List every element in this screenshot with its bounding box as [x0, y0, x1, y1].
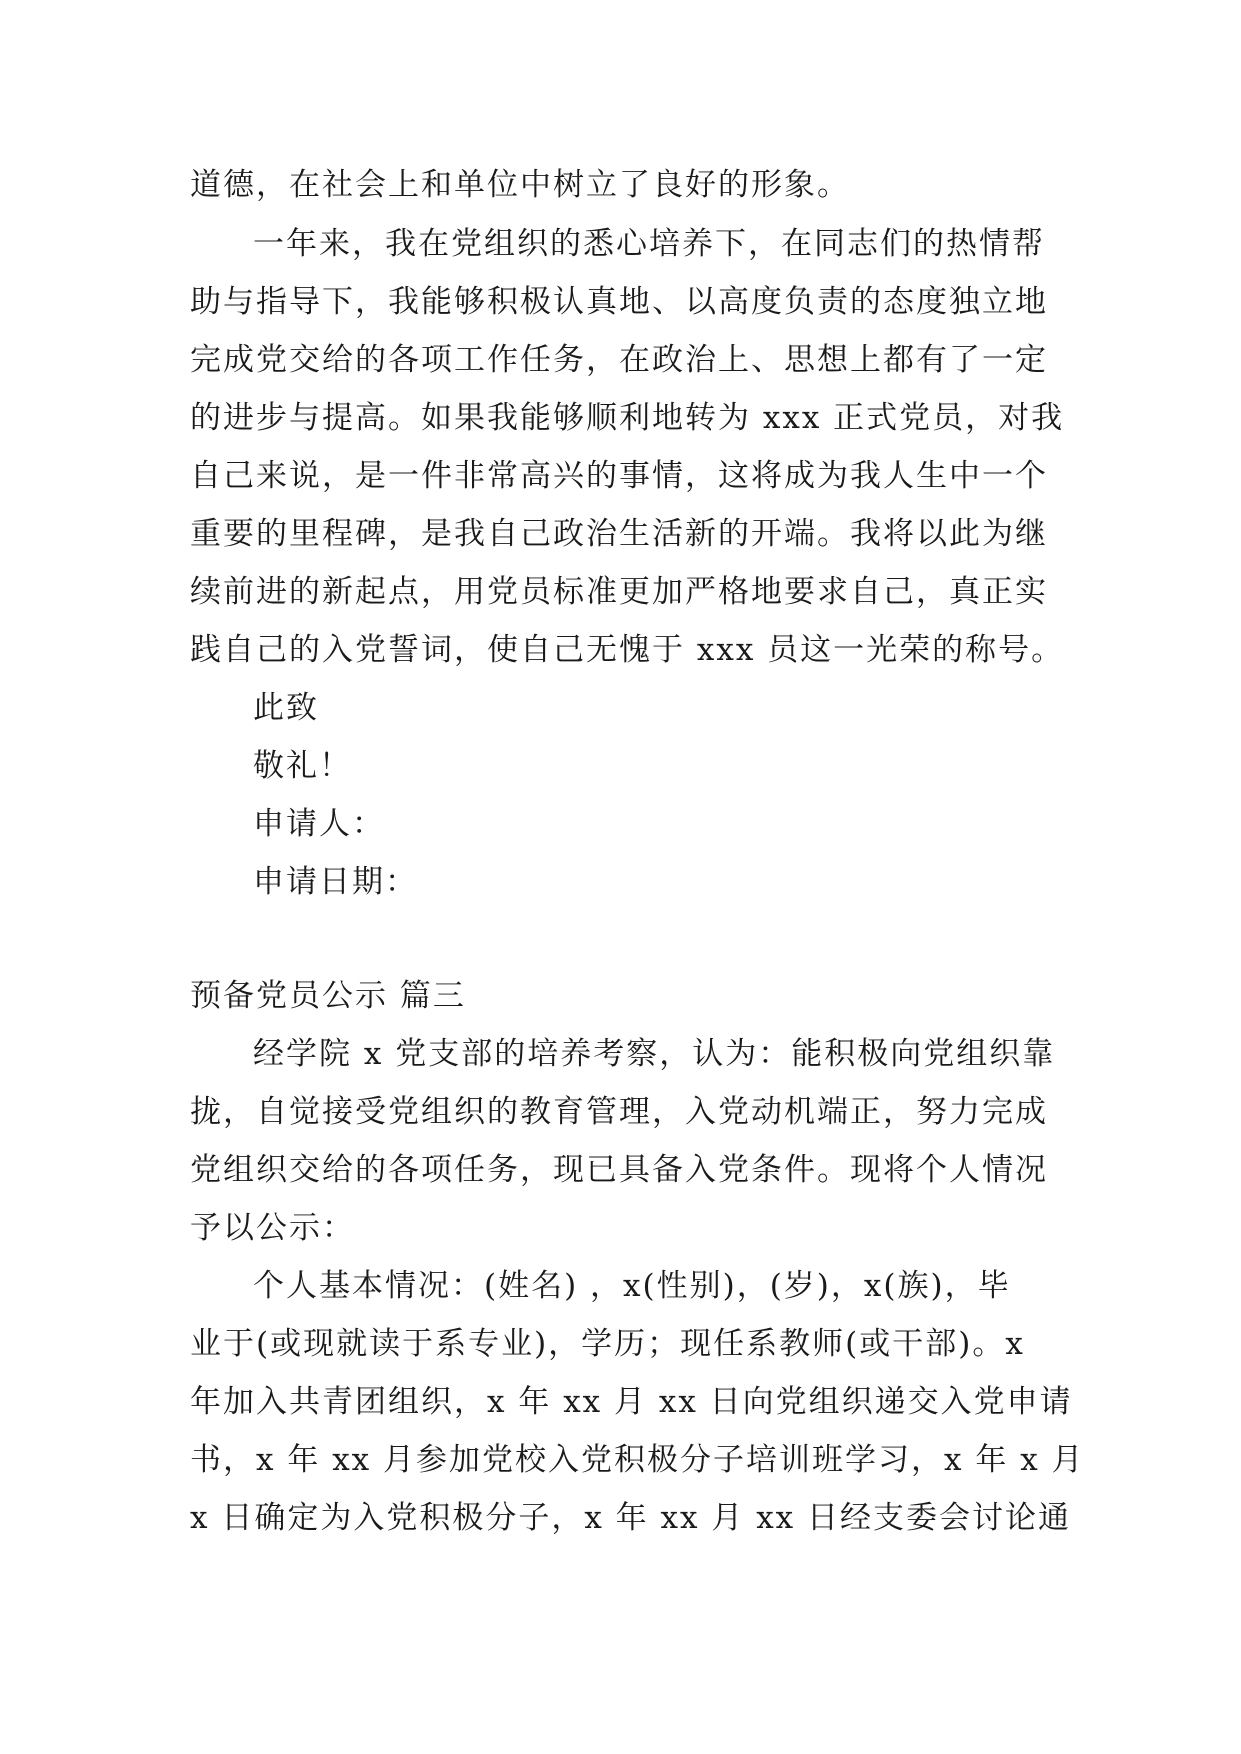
text-line: 自己来说，是一件非常高兴的事情，这将成为我人生中一个: [190, 458, 1048, 494]
text-line: 践自己的入党誓词，使自己无愧于 xxx 员这一光荣的称号。: [190, 632, 1065, 668]
text-line: 的进步与提高。如果我能够顺利地转为 xxx 正式党员，对我: [190, 400, 1065, 436]
text-line: 一年来，我在党组织的悉心培养下，在同志们的热情帮: [253, 226, 1045, 262]
salutation-line: 敬礼！: [253, 748, 352, 784]
text-line: 个人基本情况：(姓名) ，x(性别)，(岁)，x(族)，毕: [253, 1268, 1011, 1304]
text-line: 书，x 年 xx 月参加党校入党积极分子培训班学习，x 年 x 月: [190, 1442, 1085, 1478]
text-line: 续前进的新起点，用党员标准更加严格地要求自己，真正实: [190, 574, 1048, 610]
text-line: 予以公示：: [190, 1210, 355, 1246]
applicant-label: 申请人：: [253, 806, 385, 842]
text-line: 业于(或现就读于系专业)，学历；现任系教师(或干部)。x: [190, 1326, 1025, 1362]
text-line: 党组织交给的各项任务，现已具备入党条件。现将个人情况: [190, 1152, 1048, 1188]
text-line: 完成党交给的各项工作任务，在政治上、思想上都有了一定: [190, 342, 1048, 378]
closing-line: 此致: [253, 690, 319, 726]
text-line: 经学院 x 党支部的培养考察，认为：能积极向党组织靠: [253, 1036, 1056, 1072]
text-line: 重要的里程碑，是我自己政治生活新的开端。我将以此为继: [190, 516, 1048, 552]
text-line: 道德，在社会上和单位中树立了良好的形象。: [190, 167, 850, 203]
text-line: 年加入共青团组织，x 年 xx 月 xx 日向党组织递交入党申请: [190, 1384, 1073, 1420]
text-line: 拢，自觉接受党组织的教育管理，入党动机端正，努力完成: [190, 1094, 1048, 1130]
text-line: 助与指导下，我能够积极认真地、以高度负责的态度独立地: [190, 284, 1048, 320]
section-heading: 预备党员公示 篇三: [190, 978, 466, 1014]
text-line: x 日确定为入党积极分子，x 年 xx 月 xx 日经支委会讨论通: [190, 1500, 1072, 1536]
application-date-label: 申请日期：: [253, 864, 418, 900]
